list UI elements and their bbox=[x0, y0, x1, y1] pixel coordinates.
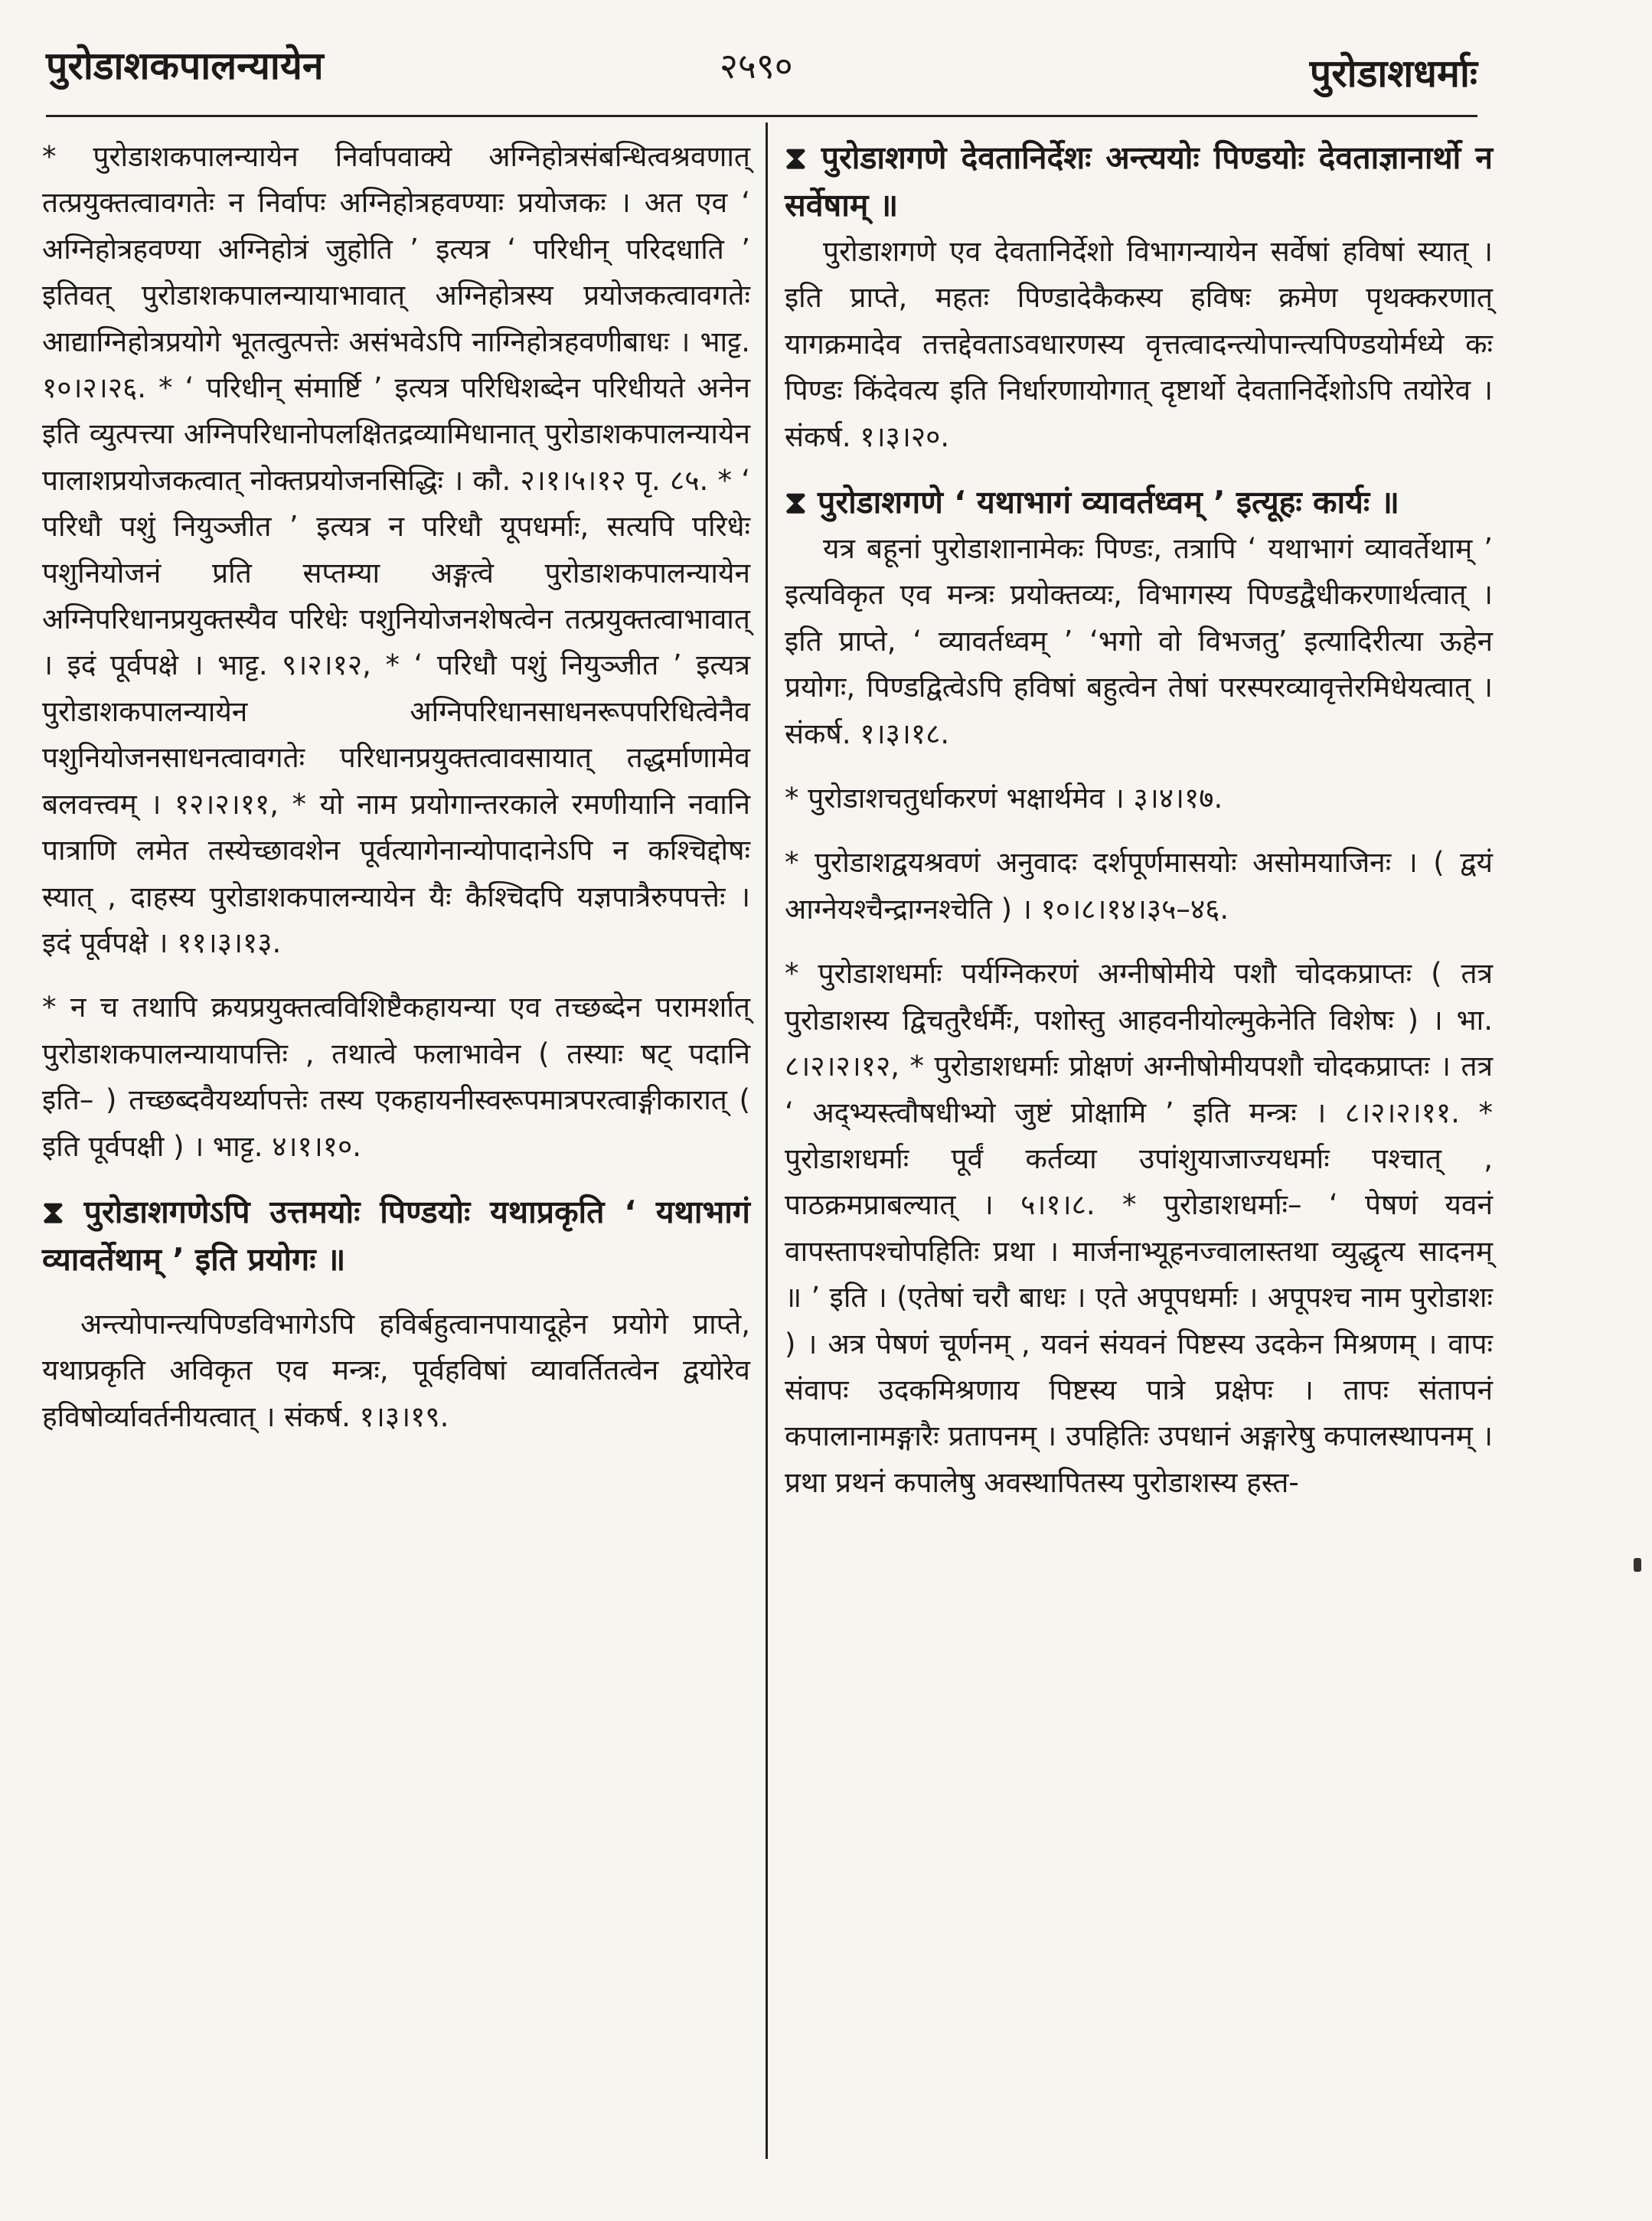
running-head-left: पुरोडाशकपालन्यायेन bbox=[46, 44, 324, 88]
entry-paragraph: * पुरोडाशचतुर्धाकरणं भक्षार्थमेव । ३।४।१७. bbox=[785, 782, 1223, 815]
entry-heading: ⧗ पुरोडाशगणे ‘ यथाभागं व्यावर्तध्वम् ’ इत्यूहः कार्यः ॥ bbox=[785, 484, 1399, 521]
left-column bbox=[42, 134, 750, 1440]
running-head-right: पुरोडाशधर्माः bbox=[1309, 51, 1477, 96]
right-column bbox=[785, 134, 1493, 1506]
entry-paragraph: * पुरोडाशकपालन्यायेन निर्वापवाक्ये अग्निहोत्रसंबन्धित्वश्रवणात् तत्प्रयुक्तत्वावगतेः न निर्वापः अग्निहोत्रहवण्याः प्रयोजकः । अत एव ‘ अग्निहोत्रहवण्या अग्निहोत्रं जुहोति ’ इत्यत्र ‘ परिधीन् परिदधाति ’ इतिवत् पुरोडाशकपालन्यायाभावात् अग्निहोत्रस्य प्रयोजकत्वावगतेः आद्याग्निहोत्रप्रयोगे भूतत्वुत्पत्तेः असंभवेऽपि नाग्निहोत्रहवणीबाधः । भाट्ट. १०।२।२६. * ‘ परिधीन् संमार्ष्टि ’ इत्यत्र परिधिशब्देन परिधीयते अनेन इति व्युत्पत्त्या अग्निपरिधानोपलक्षितद्रव्यामिधानात् पुरोडाशकपालन्यायेन पालाशप्रयोजकत्वात् नोक्तप्रयोजनसिद्धिः । कौ. २।१।५।१२ पृ. ८५. * ‘ परिधौ पशुं नियुञ्जीत ’ इत्यत्र न परिधौ यूपधर्माः, सत्यपि परिधेः पशुनियोजनं प्रति सप्तम्या अङ्गत्वे पुरोडाशकपालन्यायेन अग्निपरिधानप्रयुक्तस्यैव परिधेः पशुनियोजनशेषत्वेन तत्प्रयुक्तत्वाभावात् । इदं पूर्वपक्षे । भाट्ट. ९।२।१२, * ‘ परिधौ पशुं नियुञ्जीत ’ इत्यत्र पुरोडाशकपालन्यायेन अग्निपरिधानसाधनरूपपरिधित्वेनैव पशुनियोजनसाधनत्वावगतेः परिधानप्रयुक्तत्वावसायात् तद्धर्माणामेव बलवत्त्वम् । १२।२।११, * यो नाम प्रयोगान्तरकाले रमणीयानि नवानि पात्राणि लमेत तस्येच्छावशेन पूर्वत्यागेनान्योपादानेऽपि न कश्चिद्दोषः स्यात् , दाहस्य पुरोडाशकपालन्यायेन यैः कैश्चिदपि यज्ञपात्रैरुपपत्तेः । इदं पूर्वपक्षे । ११।३।१३. bbox=[42, 140, 750, 959]
entry-paragraph: अन्त्योपान्त्यपिण्डविभागेऽपि हविर्बहुत्वानपायादूहेन प्रयोगे प्राप्ते, यथाप्रकृति अविकृत एव मन्त्रः, पूर्वहविषां व्यावर्तितत्वेन द्वयोरेव हविषोर्व्यावर्तनीयत्वात् । संकर्ष. १।३।१९. bbox=[42, 1307, 750, 1433]
scan-artifact bbox=[1634, 1558, 1641, 1572]
entry-paragraph: * न च तथापि क्रयप्रयुक्तत्वविशिष्टैकहायन्या एव तच्छब्देन परामर्शात् पुरोडाशकपालन्यायापत्तिः , तथात्वे फलाभावेन ( तस्याः षट् पदानि इति– ) तच्छब्दवैयर्थ्यापत्तेः तस्य एकहायनीस्वरूपमात्रपरत्वाङ्गीकारात् ( इति पूर्वपक्षी ) । भाट्ट. ४।१।१०. bbox=[42, 991, 750, 1163]
entry-paragraph: पुरोडाशगणे एव देवतानिर्देशो विभागन्यायेन सर्वेषां हविषां स्यात् । इति प्राप्ते, महतः पिण्डादेकैकस्य हविषः क्रमेण पृथक्करणात् यागक्रमादेव तत्तद्देवताऽवधारणस्य वृत्तत्वादन्त्योपान्त्यपिण्डयोर्मध्ये कः पिण्डः किंदेवत्य इति निर्धारणायोगात् दृष्टार्थो देवतानिर्देशोऽपि तयोरेव । संकर्ष. १।३।२०. bbox=[785, 235, 1493, 453]
entry-heading: ⧗ पुरोडाशगणेऽपि उत्तमयोः पिण्डयोः यथाप्रकृति ‘ यथाभागं व्यावर्तेथाम् ’ इति प्रयोगः ॥ bbox=[42, 1193, 750, 1278]
entry-paragraph: * पुरोडाशधर्माः पर्यग्निकरणं अग्नीषोमीये पशौ चोदकप्राप्तः ( तत्र पुरोडाशस्य द्विचतुरैर्धर्मैः, पशोस्तु आहवनीयोल्मुकेनेति विशेषः ) । भा. ८।२।२।१२, * पुरोडाशधर्माः प्रोक्षणं अग्नीषोमीयपशौ चोदकप्राप्तः । तत्र ‘ अद्भ्यस्त्वौषधीभ्यो जुष्टं प्रोक्षामि ’ इति मन्त्रः । ८।२।२।११. * पुरोडाशधर्माः पूर्वं कर्तव्या उपांशुयाजाज्यधर्माः पश्चात् , पाठक्रमप्राबल्यात् । ५।१।८. * पुरोडाशधर्माः– ‘ पेषणं यवनं वापस्तापश्चोपहितिः प्रथा । मार्जनाभ्यूहनज्वालास्तथा व्युद्धृत्य सादनम् ॥ ’ इति । (एतेषां चरौ बाधः । एते अपूपधर्माः । अपूपश्च नाम पुरोडाशः ) । अत्र पेषणं चूर्णनम् , यवनं संयवनं पिष्टस्य उदकेन मिश्रणम् । वापः संवापः उदकमिश्रणाय पिष्टस्य पात्रे प्रक्षेपः । तापः संतापनं कपालानामङ्गारैः प्रतापनम् । उपहितिः उपधानं अङ्गारेषु कपालस्थापनम् । प्रथा प्रथनं कपालेषु अवस्थापितस्य पुरोडाशस्य हस्त- bbox=[785, 957, 1493, 1499]
entry-paragraph: यत्र बहूनां पुरोडाशानामेकः पिण्डः, तत्रापि ‘ यथाभागं व्यावर्तेथाम् ’ इत्यविकृत एव मन्त्रः प्रयोक्तव्यः, विभागस्य पिण्डद्वैधीकरणार्थत्वात् । इति प्राप्ते, ‘ व्यावर्तध्वम् ’ ‘भगो वो विभजतु’ इत्यादिरीत्या ऊहेन प्रयोगः, पिण्डद्वित्वेऽपि हविषां बहुत्वेन तेषां परस्परव्यावृत्तेरमिधेयत्वात् । संकर्ष. १।३।१८. bbox=[785, 532, 1493, 750]
page-number: २५९० bbox=[720, 45, 793, 87]
header-rule bbox=[46, 115, 1477, 117]
entry-paragraph: * पुरोडाशद्वयश्रवणं अनुवादः दर्शपूर्णमासयोः असोमयाजिनः । ( द्वयं आग्नेयश्चैन्द्राग्नश्चेति ) । १०।८।१४।३५–४६. bbox=[785, 846, 1493, 926]
entry-heading: ⧗ पुरोडाशगणे देवतानिर्देशः अन्त्ययोः पिण्डयोः देवताज्ञानार्थो न सर्वेषाम् ॥ bbox=[785, 139, 1493, 224]
column-divider bbox=[766, 122, 768, 2159]
page-header bbox=[46, 31, 1477, 115]
